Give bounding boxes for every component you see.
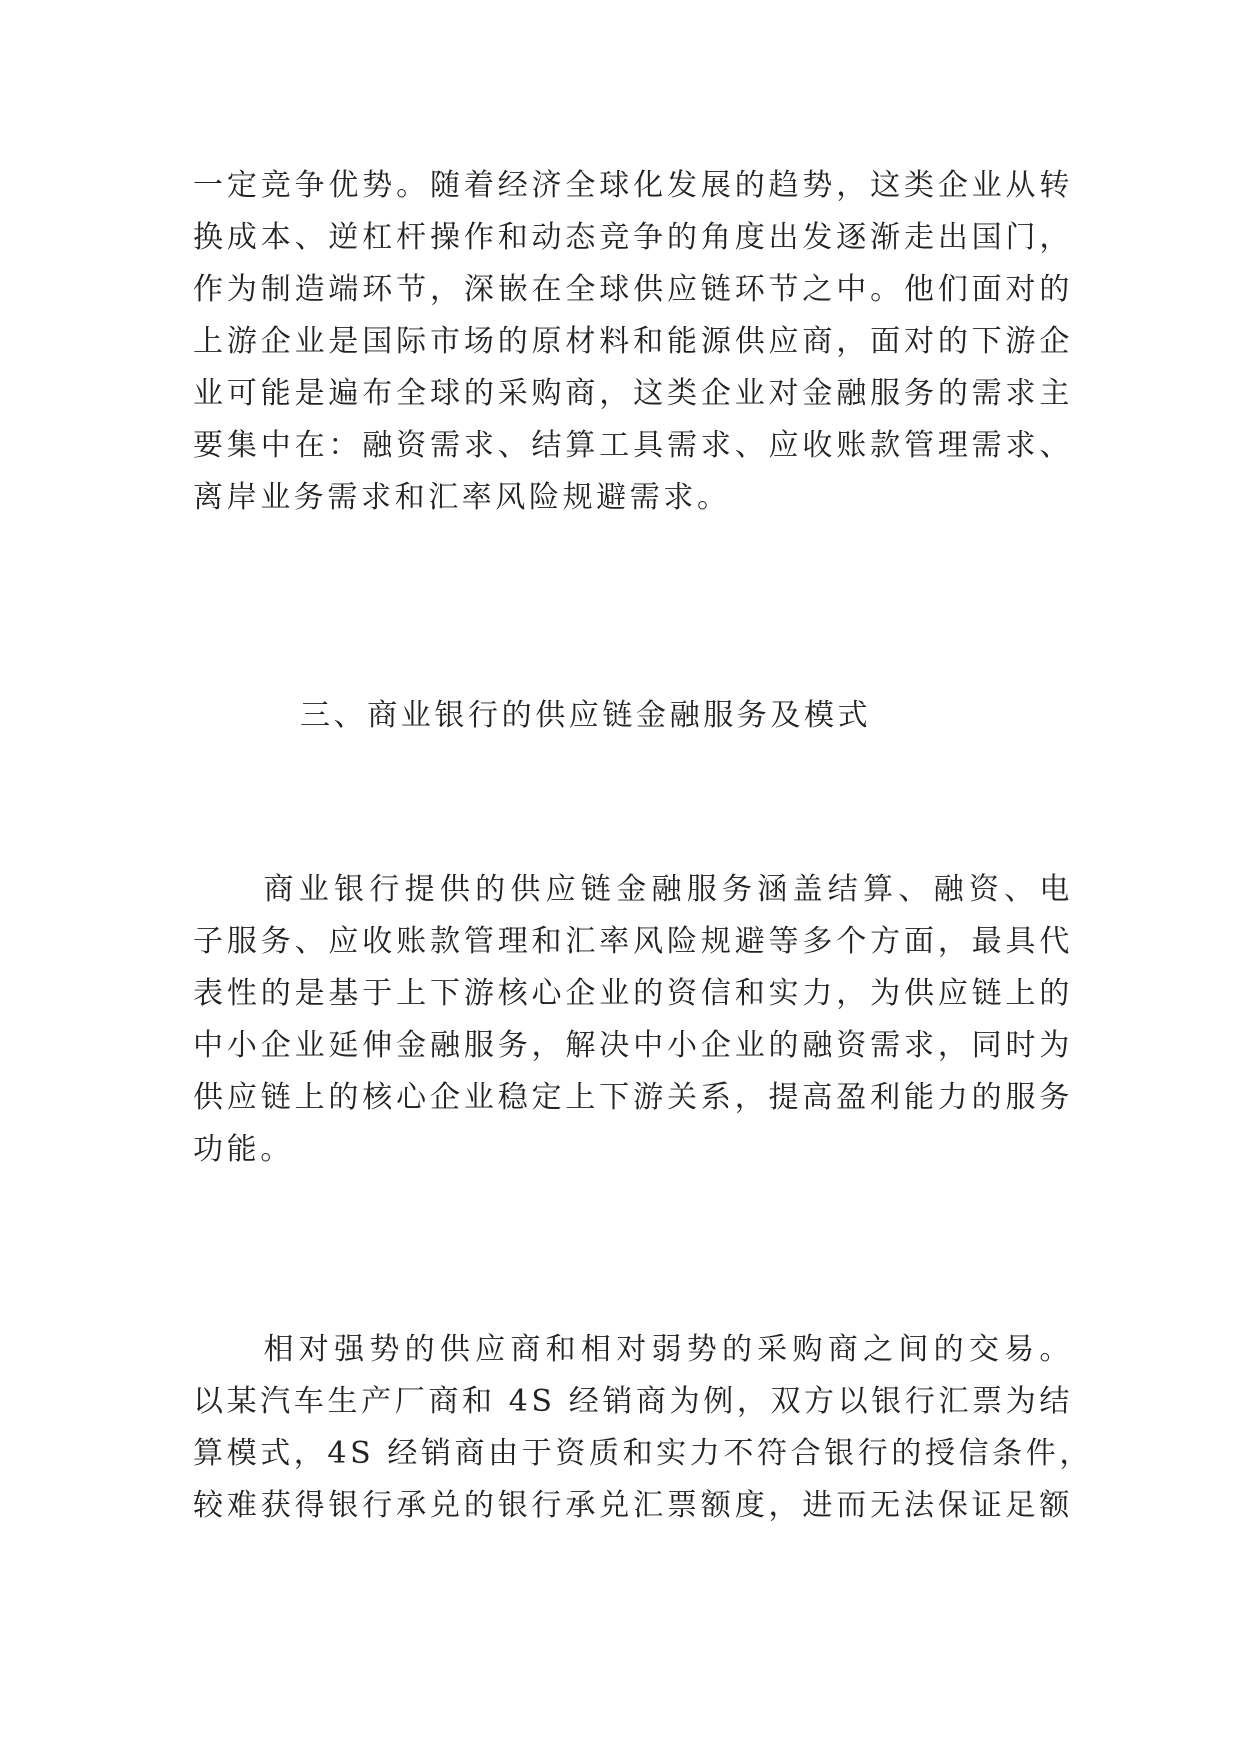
paragraph-line: 商业银行提供的供应链金融服务涵盖结算、融资、电 bbox=[193, 872, 1073, 907]
paragraph-line: 一定竞争优势。随着经济全球化发展的趋势，这类企业从转 bbox=[193, 168, 1073, 203]
paragraph-1 bbox=[193, 160, 1073, 524]
paragraph-line: 中小企业延伸金融服务，解决中小企业的融资需求，同时为 bbox=[193, 1028, 1073, 1063]
paragraph-line: 上游企业是国际市场的原材料和能源供应商，面对的下游企 bbox=[193, 324, 1073, 359]
paragraph-line: 业可能是遍布全球的采购商，这类企业对金融服务的需求主 bbox=[193, 376, 1073, 411]
paragraph-line: 离岸业务需求和汇率风险规避需求。 bbox=[193, 480, 731, 515]
paragraph-line: 算模式，4S 经销商由于资质和实力不符合银行的授信条件， bbox=[193, 1436, 1093, 1471]
paragraph-line: 子服务、应收账款管理和汇率风险规避等多个方面，最具代 bbox=[193, 924, 1073, 959]
paragraph-2 bbox=[193, 864, 1073, 1176]
paragraph-line: 表性的是基于上下游核心企业的资信和实力，为供应链上的 bbox=[193, 976, 1073, 1011]
paragraph-line: 作为制造端环节，深嵌在全球供应链环节之中。他们面对的 bbox=[193, 272, 1073, 307]
paragraph-line: 相对强势的供应商和相对弱势的采购商之间的交易。 bbox=[193, 1332, 1073, 1367]
paragraph-line: 较难获得银行承兑的银行承兑汇票额度，进而无法保证足额 bbox=[193, 1488, 1073, 1523]
paragraph-line: 供应链上的核心企业稳定上下游关系，提高盈利能力的服务 bbox=[193, 1080, 1073, 1115]
section-heading-text: 三、商业银行的供应链金融服务及模式 bbox=[300, 698, 872, 733]
paragraph-3 bbox=[193, 1324, 1093, 1532]
paragraph-line: 以某汽车生产厂商和 4S 经销商为例，双方以银行汇票为结 bbox=[193, 1384, 1073, 1419]
paragraph-line: 功能。 bbox=[193, 1132, 294, 1167]
section-heading bbox=[300, 690, 872, 742]
paragraph-line: 换成本、逆杠杆操作和动态竞争的角度出发逐渐走出国门， bbox=[193, 220, 1073, 255]
paragraph-line: 要集中在：融资需求、结算工具需求、应收账款管理需求、 bbox=[193, 428, 1073, 463]
